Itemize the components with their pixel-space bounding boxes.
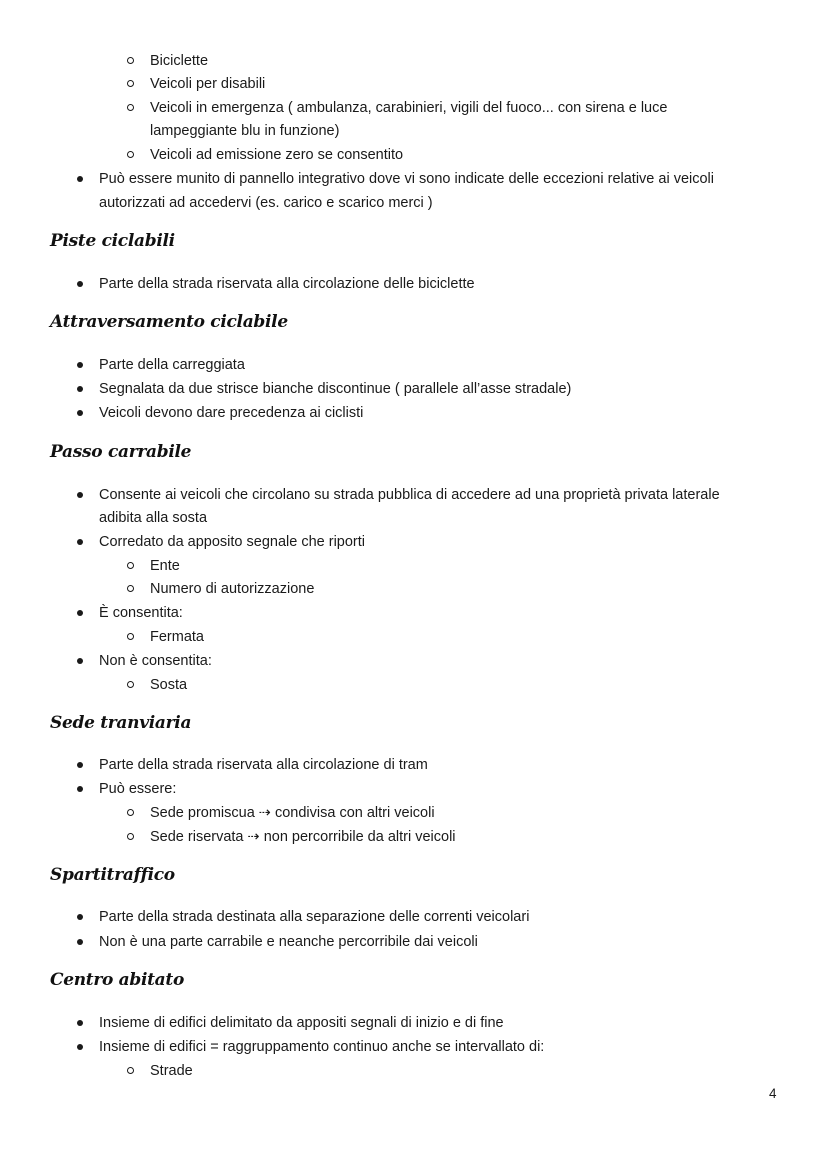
list-item: Strade	[150, 1063, 193, 1079]
section-heading-spartitraffico: Spartitraffico	[50, 865, 175, 885]
list-item: Sosta	[150, 677, 188, 693]
list-item: Numero di autorizzazione	[150, 581, 315, 597]
list-item: Fermata	[150, 629, 204, 645]
list-item: Veicoli per disabili	[150, 76, 266, 92]
list-item: Non è consentita:	[99, 653, 212, 669]
list-item: Veicoli ad emissione zero se consentito	[150, 147, 404, 163]
list-item: Corredato da apposito segnale che riporti	[99, 534, 365, 550]
page-number: 4	[769, 1086, 777, 1101]
list-item-continuation: lampeggiante blu in funzione)	[150, 123, 340, 139]
list-item: Può essere:	[99, 781, 177, 797]
list-item: Parte della carreggiata	[99, 357, 245, 373]
list-item: Non è una parte carrabile e neanche percorribile dai veicoli	[99, 934, 478, 950]
list-item: Sede promiscua ⇢ condivisa con altri veicoli	[150, 805, 435, 821]
list-item: Insieme di edifici = raggruppamento continuo anche se intervallato di:	[99, 1039, 545, 1055]
section-heading-centro-abitato: Centro abitato	[50, 970, 184, 990]
section-heading-piste-ciclabili: Piste ciclabili	[50, 231, 175, 251]
list-item-continuation: autorizzati ad accedervi (es. carico e scarico merci )	[99, 195, 433, 211]
list-item: Insieme di edifici delimitato da appositi segnali di inizio e di fine	[99, 1015, 504, 1031]
section-heading-attraversamento-ciclabile: Attraversamento ciclabile	[50, 312, 288, 332]
list-item: Parte della strada riservata alla circolazione di tram	[99, 757, 428, 773]
list-item: Veicoli devono dare precedenza ai ciclisti	[99, 405, 364, 421]
list-item: Segnalata da due strisce bianche discontinue ( parallele all’asse stradale)	[99, 381, 572, 397]
list-item: Biciclette	[150, 53, 209, 69]
list-item: Parte della strada destinata alla separazione delle correnti veicolari	[99, 909, 530, 925]
section-heading-passo-carrabile: Passo carrabile	[50, 442, 192, 462]
list-item-continuation: adibita alla sosta	[99, 510, 208, 526]
list-item: Veicoli in emergenza ( ambulanza, carabinieri, vigili del fuoco... con sirena e luce	[150, 100, 668, 116]
list-item: Ente	[150, 558, 180, 574]
list-item: È consentita:	[99, 605, 183, 621]
list-item: Può essere munito di pannello integrativo dove vi sono indicate delle eccezioni relative ai veicoli	[99, 171, 714, 187]
list-item: Parte della strada riservata alla circolazione delle biciclette	[99, 276, 475, 292]
list-item: Consente ai veicoli che circolano su strada pubblica di accedere ad una proprietà privata laterale	[99, 487, 720, 503]
list-item: Sede riservata ⇢ non percorribile da altri veicoli	[150, 829, 456, 845]
section-heading-sede-tranviaria: Sede tranviaria	[50, 713, 192, 733]
